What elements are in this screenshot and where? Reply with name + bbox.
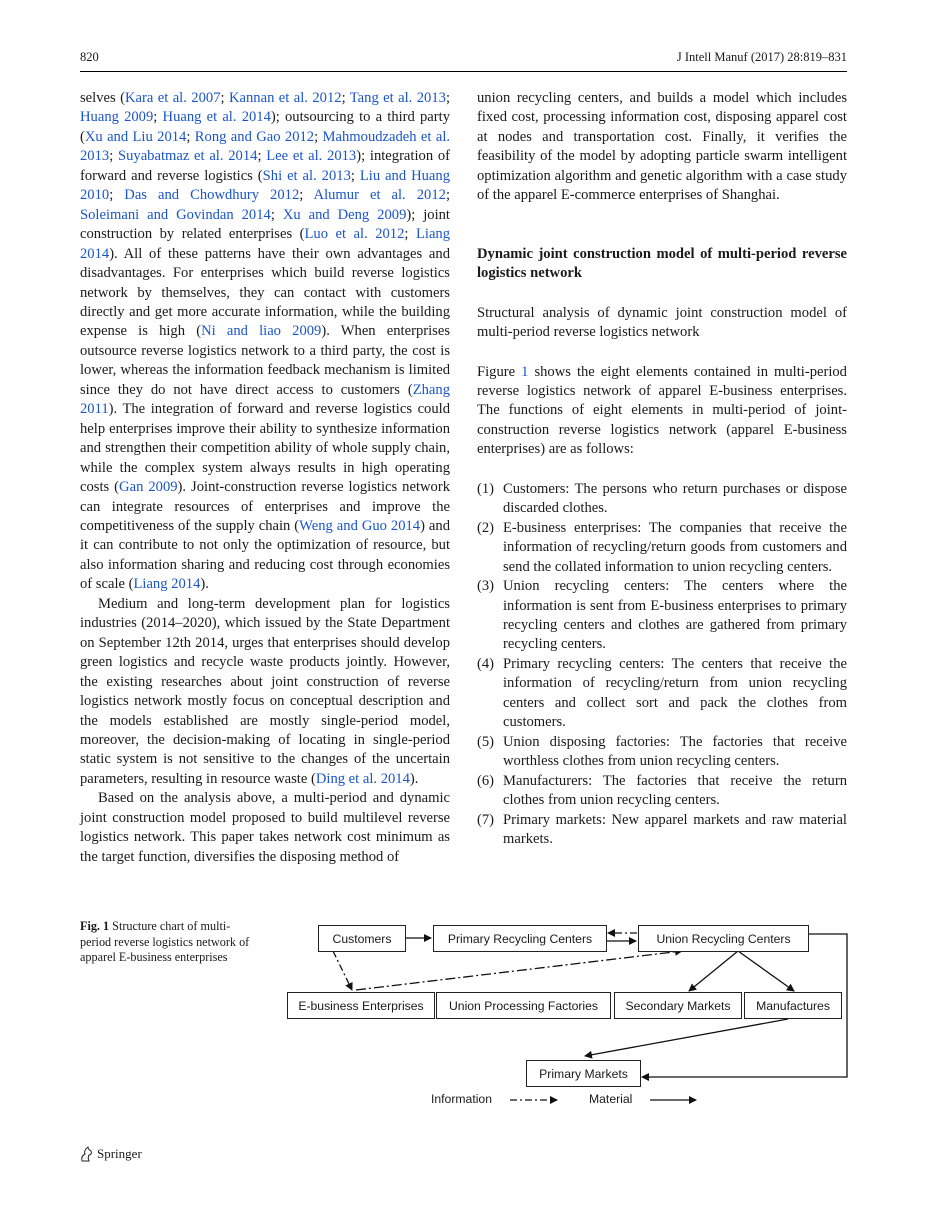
page-number: 820 (80, 50, 99, 64)
list-item (477, 733, 847, 772)
list-item-text: Union disposing factories: The factories that receive worthless clothes from union recycling centers. (503, 733, 847, 770)
running-header (80, 50, 847, 70)
citation-link[interactable]: Shi et al. 2013 (262, 167, 351, 184)
list-item (477, 811, 847, 850)
citation-link[interactable]: Liang 2014 (133, 576, 201, 593)
list-item-number: (4) (477, 655, 495, 672)
legend-information: Information (431, 1092, 492, 1106)
info-arrow-ebusiness-to-union (356, 951, 682, 990)
journal-reference: J Intell Manuf (2017) 28:819–831 (676, 50, 847, 64)
list-item-text: Manufacturers: The factories that receive the return clothes from union recycling centers. (503, 772, 847, 809)
left-column (80, 89, 450, 867)
footer (80, 1146, 142, 1162)
list-item-text: Primary recycling centers: The centers that receive the information of recycling/return from union recycling centers and collect sort and pack the clothes from customers. (503, 655, 847, 731)
list-item-number: (7) (477, 811, 495, 828)
citation-link[interactable]: Alumur et al. 2012 (313, 187, 446, 204)
citation-link[interactable]: Huang 2009 (80, 109, 154, 126)
citation-link[interactable]: Kannan et al. 2012 (228, 90, 342, 106)
section-heading: Dynamic joint construction model of multi-period reverse logistics network (477, 245, 847, 282)
list-item (477, 577, 847, 655)
citation-link[interactable]: Mahmoudzadeh et al. 2013 (80, 128, 451, 165)
citation-link[interactable]: Ni and liao 2009 (201, 323, 322, 340)
paragraph: Medium and long-term development plan for logistics industries (2014–2020), which issued by the State Department on September 12th 2014, urges that enterprises should develop green logistics and recycle waste products jointly. However, the existing researches about joint construction of reverse logistics network mostly focus on conceptual description and the models established are mostly single-period model, moreover, the decision-making of locating in single-period static system is not sensitive to the changes of the uncertain parameters, resulting in resource waste (Ding et al. 2014). (80, 595, 450, 787)
figure-diagram (280, 915, 860, 1115)
paragraph: union recycling centers, and builds a model which includes fixed cost, processing information cost, disposing apparel cost at nodes and transportation cost. Finally, it verifies the feasibility of the model by adopting particle swarm intelligent optimization algorithm and genetic algorithm with a case study of the apparel E-commerce enterprises of Shanghai. (477, 90, 847, 204)
citation-link[interactable]: Liang 2014 (80, 226, 451, 262)
node-primary-recycling-centers: Primary Recycling Centers (433, 925, 607, 952)
figure-label: Fig. 1 (80, 919, 110, 933)
citation-link[interactable]: Tang et al. 2013 (349, 90, 446, 106)
citation-link[interactable]: Kara et al. 2007 (124, 90, 221, 106)
citation-link[interactable]: Rong and Gao 2012 (194, 128, 315, 145)
list-item-number: (2) (477, 519, 495, 536)
paragraph: selves (Kara et al. 2007; Kannan et al. 2012; Tang et al. 2013; Huang 2009; Huang et al. 2014); outsourcing to a third party (Xu and Liu 2014; Rong and Gao 2012; Mahmoudzadeh et al. 2013; Suyabatmaz et al. 2014; Lee et al. 2013); integration of forward and reverse logistics (Shi et al. 2013; Liu and Huang 2010; Das and Chowdhury 2012; Alumur et al. 2012; Soleimani and Govindan 2014; Xu and Deng 2009); joint construction by related enterprises (Luo et al. 2012; Liang 2014). All of these patterns have their own advantages and disadvantages. For enterprises which build reverse logistics network by themselves, they can contact with customers directly and get more accurate information, while the building expense is high (Ni and liao 2009). When enterprises outsource reverse logistics network to a third party, the cost is lower, whereas the information feedback mechanism is limited since they do not have direct access to customers (Zhang 2011). The integration of forward and reverse logistics could help enterprises improve their ability to synthesize information and strengthen their competition ability of whole supply chain, while the complex system always results in high operating costs (Gan 2009). Joint-construction reverse logistics network can integrate resources of enterprises and improve the competitiveness of the supply chain (Weng and Guo 2014) and it can contribute to not only the optimization of resource, but also information sharing and reducing cost through economies of scale (Liang 2014). (80, 90, 451, 593)
citation-link[interactable]: Luo et al. 2012 (304, 226, 405, 243)
list-item-text: Customers: The persons who return purchases or dispose discarded clothes. (503, 480, 847, 517)
right-column (477, 89, 847, 849)
list-item-number: (1) (477, 480, 495, 497)
subsection-heading: Structural analysis of dynamic joint construction model of multi-period reverse logistics network (477, 304, 847, 341)
list-item (477, 519, 847, 577)
citation-link[interactable]: Suyabatmaz et al. 2014 (117, 148, 258, 165)
info-arrow-customers-to-ebusiness (333, 951, 352, 990)
citation-link[interactable]: Weng and Guo 2014 (299, 517, 421, 534)
elements-list (477, 480, 847, 850)
citation-link[interactable]: Soleimani and Govindan 2014 (80, 206, 271, 223)
citation-link[interactable]: Xu and Deng 2009 (282, 206, 407, 223)
node-union-recycling-centers: Union Recycling Centers (638, 925, 809, 952)
citation-link[interactable]: Huang et al. 2014 (162, 109, 271, 126)
header-rule (80, 71, 847, 72)
figure-caption (80, 919, 255, 966)
citation-link[interactable]: Xu and Liu 2014 (84, 128, 187, 145)
list-item (477, 480, 847, 519)
legend-material: Material (589, 1092, 633, 1106)
node-union-processing-factories: Union Processing Factories (436, 992, 611, 1019)
paragraph: Figure 1 shows the eight elements contained in multi-period reverse logistics network of apparel E-business enterprises. The functions of eight elements in multi-period of joint-construction reverse logistics network (apparel E-business enterprises) are as follows: (477, 363, 847, 458)
citation-link[interactable]: Zhang 2011 (80, 381, 450, 418)
arrow-union-to-processing (689, 951, 738, 991)
list-item (477, 655, 847, 733)
list-item-text: Union recycling centers: The centers where the information is sent from E-business enterprises to primary recycling centers and clothes are gathered from primary recycling centers. (503, 578, 847, 653)
citation-link[interactable]: 1 (521, 363, 529, 380)
arrow-union-to-manufactures (738, 951, 794, 991)
figure-caption-text: Structure chart of multi-period reverse logistics network of apparel E-business enterprises (80, 919, 250, 965)
springer-horse-icon (80, 1146, 93, 1162)
node-customers: Customers (318, 925, 406, 952)
publisher-name: Springer (97, 1146, 142, 1161)
node-primary-markets: Primary Markets (526, 1060, 641, 1087)
citation-link[interactable]: Liu and Huang 2010 (80, 167, 451, 204)
list-item-text: E-business enterprises: The companies that receive the information of recycling/return goods from customers and send the collated information to union recycling centers. (503, 519, 847, 575)
citation-link[interactable]: Ding et al. 2014 (315, 770, 410, 787)
node-manufactures: Manufactures (744, 992, 842, 1019)
list-item-number: (5) (477, 733, 495, 750)
list-item-number: (6) (477, 772, 495, 789)
node-secondary-markets: Secondary Markets (614, 992, 742, 1019)
list-item-text: Primary markets: New apparel markets and raw material markets. (503, 811, 847, 847)
citation-link[interactable]: Das and Chowdhury 2012 (124, 187, 300, 204)
node-ebusiness-enterprises: E-business Enterprises (287, 992, 435, 1019)
list-item-number: (3) (477, 578, 495, 595)
citation-link[interactable]: Lee et al. 2013 (266, 148, 357, 165)
paragraph: Based on the analysis above, a multi-period and dynamic joint construction model proposed to build multilevel reverse logistics network. This paper takes network cost minimum as the target function, diversifies the disposing method of (80, 790, 450, 865)
list-item (477, 772, 847, 811)
citation-link[interactable]: Gan 2009 (119, 479, 178, 496)
arrow-manufactures-to-primary-markets (585, 1019, 788, 1056)
